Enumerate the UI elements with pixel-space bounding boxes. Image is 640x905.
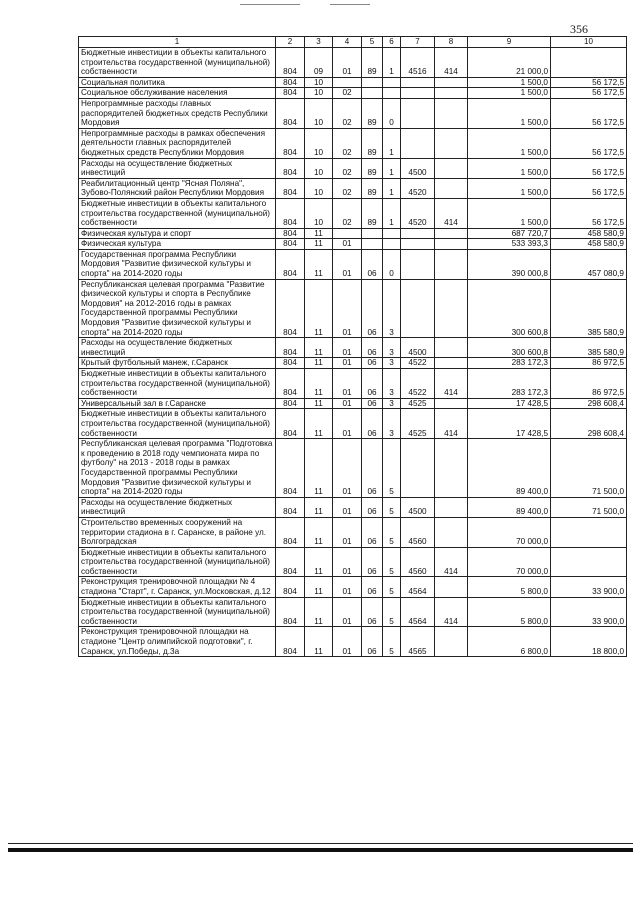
table-row <box>79 439 627 498</box>
target-code-cell: 4500 <box>401 497 435 517</box>
amount-col10-cell: 18 800,0 <box>551 627 627 657</box>
amount-col9-cell: 1 500,0 <box>468 88 551 99</box>
target-code-cell: 4522 <box>401 369 435 399</box>
amount-col10-cell: 298 608,4 <box>551 409 627 439</box>
row-name-cell: Бюджетные инвестиции в объекты капитального строительства государственной (муниципальной) собственности <box>79 547 276 577</box>
amount-col9-cell: 70 000,0 <box>468 517 551 547</box>
table-body <box>79 48 627 657</box>
amount-col9-cell: 1 500,0 <box>468 77 551 88</box>
admin-code-cell: 804 <box>276 88 305 99</box>
expense-type-cell: 414 <box>435 597 468 627</box>
target-code-cell: 4500 <box>401 338 435 358</box>
amount-col10-cell: 457 080,9 <box>551 249 627 279</box>
row-name-cell: Республиканская целевая программа "Подготовка к проведению в 2018 году чемпионата мира по футболу" на 2013 - 2018 годы в рамках Государственной программы Республики Мордовия "Развитие физической культуры и спорта" на 2014-2020 годы <box>79 439 276 498</box>
subsection-code-cell <box>333 228 362 239</box>
expense-type-cell <box>435 398 468 409</box>
table-row <box>79 98 627 128</box>
amount-col9-cell: 17 428,5 <box>468 409 551 439</box>
amount-col10-cell: 56 172,5 <box>551 77 627 88</box>
page-number: 356 <box>570 22 588 36</box>
target-code-cell: 4560 <box>401 517 435 547</box>
subsection-code-cell: 01 <box>333 48 362 78</box>
amount-col9-cell: 687 720,7 <box>468 228 551 239</box>
subprogram-code-cell <box>383 77 401 88</box>
subsection-code-cell: 01 <box>333 409 362 439</box>
table-row <box>79 497 627 517</box>
amount-col10-cell <box>551 517 627 547</box>
column-header: 5 <box>362 37 383 48</box>
subsection-code-cell: 01 <box>333 249 362 279</box>
amount-col9-cell: 390 000,8 <box>468 249 551 279</box>
amount-col9-cell: 1 500,0 <box>468 128 551 158</box>
amount-col9-cell: 1 500,0 <box>468 178 551 198</box>
amount-col10-cell <box>551 48 627 78</box>
section-code-cell: 11 <box>305 228 333 239</box>
section-code-cell: 11 <box>305 239 333 250</box>
target-code-cell <box>401 239 435 250</box>
table-row <box>79 88 627 99</box>
program-code-cell <box>362 228 383 239</box>
amount-col10-cell: 86 972,5 <box>551 369 627 399</box>
section-code-cell: 10 <box>305 128 333 158</box>
table-row <box>79 198 627 228</box>
subsection-code-cell: 02 <box>333 198 362 228</box>
table-row <box>79 249 627 279</box>
subprogram-code-cell: 0 <box>383 249 401 279</box>
section-code-cell: 11 <box>305 517 333 547</box>
admin-code-cell: 804 <box>276 627 305 657</box>
program-code-cell: 06 <box>362 398 383 409</box>
section-code-cell: 11 <box>305 439 333 498</box>
subsection-code-cell: 01 <box>333 439 362 498</box>
table-row <box>79 409 627 439</box>
admin-code-cell: 804 <box>276 577 305 597</box>
subprogram-code-cell: 5 <box>383 597 401 627</box>
subsection-code-cell: 02 <box>333 178 362 198</box>
target-code-cell: 4564 <box>401 577 435 597</box>
amount-col9-cell: 283 172,3 <box>468 369 551 399</box>
target-code-cell <box>401 77 435 88</box>
section-code-cell: 11 <box>305 547 333 577</box>
admin-code-cell: 804 <box>276 249 305 279</box>
target-code-cell: 4522 <box>401 358 435 369</box>
expense-type-cell <box>435 88 468 99</box>
column-header: 4 <box>333 37 362 48</box>
page-bottom-rule <box>8 848 633 852</box>
subprogram-code-cell: 1 <box>383 48 401 78</box>
row-name-cell: Бюджетные инвестиции в объекты капитального строительства государственной (муниципальной) собственности <box>79 597 276 627</box>
amount-col10-cell <box>551 547 627 577</box>
target-code-cell: 4500 <box>401 158 435 178</box>
target-code-cell: 4564 <box>401 597 435 627</box>
column-header: 8 <box>435 37 468 48</box>
column-header: 2 <box>276 37 305 48</box>
amount-col10-cell: 458 580,9 <box>551 239 627 250</box>
table-row <box>79 77 627 88</box>
table-row <box>79 158 627 178</box>
admin-code-cell: 804 <box>276 597 305 627</box>
table-row <box>79 178 627 198</box>
section-code-cell: 11 <box>305 597 333 627</box>
subprogram-code-cell: 5 <box>383 517 401 547</box>
section-code-cell: 11 <box>305 279 333 338</box>
program-code-cell: 89 <box>362 178 383 198</box>
amount-col10-cell: 33 900,0 <box>551 597 627 627</box>
expense-type-cell: 414 <box>435 409 468 439</box>
section-code-cell: 11 <box>305 338 333 358</box>
subprogram-code-cell: 1 <box>383 158 401 178</box>
section-code-cell: 11 <box>305 577 333 597</box>
column-header: 10 <box>551 37 627 48</box>
subsection-code-cell: 01 <box>333 597 362 627</box>
expense-type-cell <box>435 517 468 547</box>
expense-type-cell <box>435 158 468 178</box>
program-code-cell: 06 <box>362 497 383 517</box>
amount-col10-cell: 56 172,5 <box>551 128 627 158</box>
subprogram-code-cell: 3 <box>383 398 401 409</box>
admin-code-cell: 804 <box>276 98 305 128</box>
section-code-cell: 11 <box>305 409 333 439</box>
admin-code-cell: 804 <box>276 369 305 399</box>
amount-col9-cell: 1 500,0 <box>468 98 551 128</box>
admin-code-cell: 804 <box>276 239 305 250</box>
page-bottom-rule <box>8 843 633 844</box>
amount-col9-cell: 283 172,3 <box>468 358 551 369</box>
admin-code-cell: 804 <box>276 158 305 178</box>
target-code-cell: 4520 <box>401 178 435 198</box>
table-row <box>79 279 627 338</box>
row-name-cell: Универсальный зал в г.Саранске <box>79 398 276 409</box>
expense-type-cell <box>435 627 468 657</box>
program-code-cell: 06 <box>362 547 383 577</box>
subsection-code-cell: 01 <box>333 279 362 338</box>
row-name-cell: Строительство временных сооружений на территории стадиона в г. Саранске, в районе ул. Волгоградская <box>79 517 276 547</box>
subprogram-code-cell <box>383 228 401 239</box>
subsection-code-cell: 01 <box>333 547 362 577</box>
target-code-cell <box>401 439 435 498</box>
section-code-cell: 10 <box>305 178 333 198</box>
expense-type-cell <box>435 279 468 338</box>
target-code-cell: 4560 <box>401 547 435 577</box>
target-code-cell <box>401 128 435 158</box>
row-name-cell: Реабилитационный центр "Ясная Поляна", Зубово-Полянский район Республики Мордовия <box>79 178 276 198</box>
budget-table <box>78 36 627 657</box>
target-code-cell <box>401 98 435 128</box>
target-code-cell: 4565 <box>401 627 435 657</box>
subsection-code-cell: 01 <box>333 577 362 597</box>
subsection-code-cell: 01 <box>333 369 362 399</box>
section-code-cell: 11 <box>305 497 333 517</box>
amount-col9-cell: 21 000,0 <box>468 48 551 78</box>
section-code-cell: 11 <box>305 627 333 657</box>
admin-code-cell: 804 <box>276 547 305 577</box>
amount-col9-cell: 89 400,0 <box>468 439 551 498</box>
amount-col9-cell: 5 800,0 <box>468 577 551 597</box>
expense-type-cell: 414 <box>435 198 468 228</box>
expense-type-cell: 414 <box>435 48 468 78</box>
subprogram-code-cell <box>383 88 401 99</box>
table-row <box>79 547 627 577</box>
row-name-cell: Расходы на осуществление бюджетных инвестиций <box>79 158 276 178</box>
section-code-cell: 11 <box>305 249 333 279</box>
expense-type-cell <box>435 98 468 128</box>
table-header-row <box>79 37 627 48</box>
row-name-cell: Непрограммные расходы в рамках обеспечения деятельности главных распорядителей бюджетных средств Республики Мордовия <box>79 128 276 158</box>
target-code-cell <box>401 249 435 279</box>
program-code-cell <box>362 77 383 88</box>
amount-col9-cell: 300 600,8 <box>468 279 551 338</box>
row-name-cell: Республиканская целевая программа "Развитие физической культуры и спорта в Республике Мордовия" на 2012-2016 годы в рамках Государственной программы Республики Мордовия "Развитие физической культуры и спорта" на 2014-2020 годы <box>79 279 276 338</box>
amount-col10-cell: 71 500,0 <box>551 497 627 517</box>
subprogram-code-cell <box>383 239 401 250</box>
amount-col10-cell: 385 580,9 <box>551 338 627 358</box>
program-code-cell: 06 <box>362 627 383 657</box>
expense-type-cell <box>435 77 468 88</box>
section-code-cell: 10 <box>305 77 333 88</box>
subsection-code-cell: 01 <box>333 398 362 409</box>
program-code-cell: 06 <box>362 597 383 627</box>
section-code-cell: 10 <box>305 88 333 99</box>
subsection-code-cell: 01 <box>333 627 362 657</box>
admin-code-cell: 804 <box>276 398 305 409</box>
program-code-cell: 06 <box>362 409 383 439</box>
table-row <box>79 577 627 597</box>
row-name-cell: Бюджетные инвестиции в объекты капитального строительства государственной (муниципальной) собственности <box>79 48 276 78</box>
program-code-cell: 06 <box>362 369 383 399</box>
program-code-cell <box>362 88 383 99</box>
row-name-cell: Расходы на осуществление бюджетных инвестиций <box>79 338 276 358</box>
subsection-code-cell: 01 <box>333 497 362 517</box>
subprogram-code-cell: 5 <box>383 547 401 577</box>
program-code-cell: 06 <box>362 439 383 498</box>
expense-type-cell <box>435 497 468 517</box>
row-name-cell: Физическая культура <box>79 239 276 250</box>
admin-code-cell: 804 <box>276 48 305 78</box>
amount-col10-cell: 56 172,5 <box>551 88 627 99</box>
subprogram-code-cell: 3 <box>383 279 401 338</box>
subsection-code-cell: 01 <box>333 239 362 250</box>
target-code-cell: 4525 <box>401 409 435 439</box>
subprogram-code-cell: 3 <box>383 338 401 358</box>
program-code-cell <box>362 239 383 250</box>
amount-col9-cell: 5 800,0 <box>468 597 551 627</box>
subsection-code-cell: 02 <box>333 98 362 128</box>
amount-col10-cell: 56 172,5 <box>551 98 627 128</box>
amount-col9-cell: 6 800,0 <box>468 627 551 657</box>
amount-col9-cell: 70 000,0 <box>468 547 551 577</box>
amount-col10-cell: 385 580,9 <box>551 279 627 338</box>
program-code-cell: 06 <box>362 358 383 369</box>
subprogram-code-cell: 1 <box>383 198 401 228</box>
admin-code-cell: 804 <box>276 338 305 358</box>
table-row <box>79 627 627 657</box>
table-row <box>79 517 627 547</box>
amount-col9-cell: 1 500,0 <box>468 198 551 228</box>
section-code-cell: 11 <box>305 369 333 399</box>
program-code-cell: 06 <box>362 338 383 358</box>
subsection-code-cell: 02 <box>333 128 362 158</box>
admin-code-cell: 804 <box>276 128 305 158</box>
admin-code-cell: 804 <box>276 517 305 547</box>
admin-code-cell: 804 <box>276 198 305 228</box>
table-row <box>79 597 627 627</box>
amount-col9-cell: 533 393,3 <box>468 239 551 250</box>
target-code-cell <box>401 88 435 99</box>
admin-code-cell: 804 <box>276 279 305 338</box>
row-name-cell: Бюджетные инвестиции в объекты капитального строительства государственной (муниципальной) собственности <box>79 369 276 399</box>
section-code-cell: 09 <box>305 48 333 78</box>
subsection-code-cell: 01 <box>333 517 362 547</box>
section-code-cell: 11 <box>305 358 333 369</box>
amount-col10-cell: 56 172,5 <box>551 158 627 178</box>
row-name-cell: Физическая культура и спорт <box>79 228 276 239</box>
column-header: 9 <box>468 37 551 48</box>
admin-code-cell: 804 <box>276 497 305 517</box>
amount-col10-cell: 33 900,0 <box>551 577 627 597</box>
amount-col9-cell: 1 500,0 <box>468 158 551 178</box>
program-code-cell: 89 <box>362 98 383 128</box>
row-name-cell: Реконструкция тренировочной площадки № 4 стадиона "Старт", г. Саранск, ул.Московская, д.12 <box>79 577 276 597</box>
row-name-cell: Крытый футбольный манеж, г.Саранск <box>79 358 276 369</box>
subprogram-code-cell: 5 <box>383 439 401 498</box>
table-row <box>79 48 627 78</box>
program-code-cell: 06 <box>362 279 383 338</box>
target-code-cell: 4516 <box>401 48 435 78</box>
amount-col10-cell: 86 972,5 <box>551 358 627 369</box>
column-header: 3 <box>305 37 333 48</box>
target-code-cell <box>401 228 435 239</box>
admin-code-cell: 804 <box>276 439 305 498</box>
admin-code-cell: 804 <box>276 409 305 439</box>
amount-col10-cell: 298 608,4 <box>551 398 627 409</box>
program-code-cell: 06 <box>362 249 383 279</box>
scan-mark <box>330 4 370 5</box>
subprogram-code-cell: 3 <box>383 369 401 399</box>
subprogram-code-cell: 3 <box>383 358 401 369</box>
row-name-cell: Государственная программа Республики Мордовия "Развитие физической культуры и спорта" на 2014-2020 годы <box>79 249 276 279</box>
table-row <box>79 398 627 409</box>
amount-col9-cell: 17 428,5 <box>468 398 551 409</box>
admin-code-cell: 804 <box>276 228 305 239</box>
amount-col10-cell: 56 172,5 <box>551 198 627 228</box>
expense-type-cell: 414 <box>435 369 468 399</box>
section-code-cell: 10 <box>305 198 333 228</box>
row-name-cell: Непрограммные расходы главных распорядителей бюджетных средств Республики Мордовия <box>79 98 276 128</box>
amount-col10-cell: 71 500,0 <box>551 439 627 498</box>
target-code-cell: 4520 <box>401 198 435 228</box>
admin-code-cell: 804 <box>276 178 305 198</box>
expense-type-cell <box>435 239 468 250</box>
expense-type-cell <box>435 358 468 369</box>
expense-type-cell <box>435 228 468 239</box>
section-code-cell: 10 <box>305 98 333 128</box>
admin-code-cell: 804 <box>276 358 305 369</box>
row-name-cell: Бюджетные инвестиции в объекты капитального строительства государственной (муниципальной) собственности <box>79 409 276 439</box>
row-name-cell: Бюджетные инвестиции в объекты капитального строительства государственной (муниципальной) собственности <box>79 198 276 228</box>
expense-type-cell <box>435 178 468 198</box>
program-code-cell: 89 <box>362 158 383 178</box>
table-row <box>79 239 627 250</box>
expense-type-cell <box>435 338 468 358</box>
subprogram-code-cell: 1 <box>383 128 401 158</box>
subsection-code-cell: 01 <box>333 358 362 369</box>
row-name-cell: Социальная политика <box>79 77 276 88</box>
table-row <box>79 228 627 239</box>
subprogram-code-cell: 1 <box>383 178 401 198</box>
program-code-cell: 89 <box>362 128 383 158</box>
expense-type-cell <box>435 128 468 158</box>
subsection-code-cell: 02 <box>333 88 362 99</box>
section-code-cell: 11 <box>305 398 333 409</box>
amount-col10-cell: 56 172,5 <box>551 178 627 198</box>
amount-col9-cell: 89 400,0 <box>468 497 551 517</box>
admin-code-cell: 804 <box>276 77 305 88</box>
table-row <box>79 128 627 158</box>
table-row <box>79 338 627 358</box>
subsection-code-cell: 01 <box>333 338 362 358</box>
subprogram-code-cell: 0 <box>383 98 401 128</box>
program-code-cell: 89 <box>362 48 383 78</box>
row-name-cell: Социальное обслуживание населения <box>79 88 276 99</box>
expense-type-cell <box>435 439 468 498</box>
table-row <box>79 369 627 399</box>
program-code-cell: 89 <box>362 198 383 228</box>
target-code-cell: 4525 <box>401 398 435 409</box>
scan-mark <box>240 4 300 5</box>
expense-type-cell <box>435 249 468 279</box>
subprogram-code-cell: 5 <box>383 627 401 657</box>
program-code-cell: 06 <box>362 577 383 597</box>
subsection-code-cell: 02 <box>333 158 362 178</box>
amount-col9-cell: 300 600,8 <box>468 338 551 358</box>
column-header: 6 <box>383 37 401 48</box>
target-code-cell <box>401 279 435 338</box>
expense-type-cell: 414 <box>435 547 468 577</box>
subprogram-code-cell: 3 <box>383 409 401 439</box>
expense-type-cell <box>435 577 468 597</box>
subprogram-code-cell: 5 <box>383 577 401 597</box>
subsection-code-cell <box>333 77 362 88</box>
table-row <box>79 358 627 369</box>
section-code-cell: 10 <box>305 158 333 178</box>
column-header: 7 <box>401 37 435 48</box>
row-name-cell: Реконструкция тренировочной площадки на стадионе "Центр олимпийской подготовки", г. Саранск, ул.Победы, д.3а <box>79 627 276 657</box>
column-header: 1 <box>79 37 276 48</box>
amount-col10-cell: 458 580,9 <box>551 228 627 239</box>
row-name-cell: Расходы на осуществление бюджетных инвестиций <box>79 497 276 517</box>
program-code-cell: 06 <box>362 517 383 547</box>
subprogram-code-cell: 5 <box>383 497 401 517</box>
